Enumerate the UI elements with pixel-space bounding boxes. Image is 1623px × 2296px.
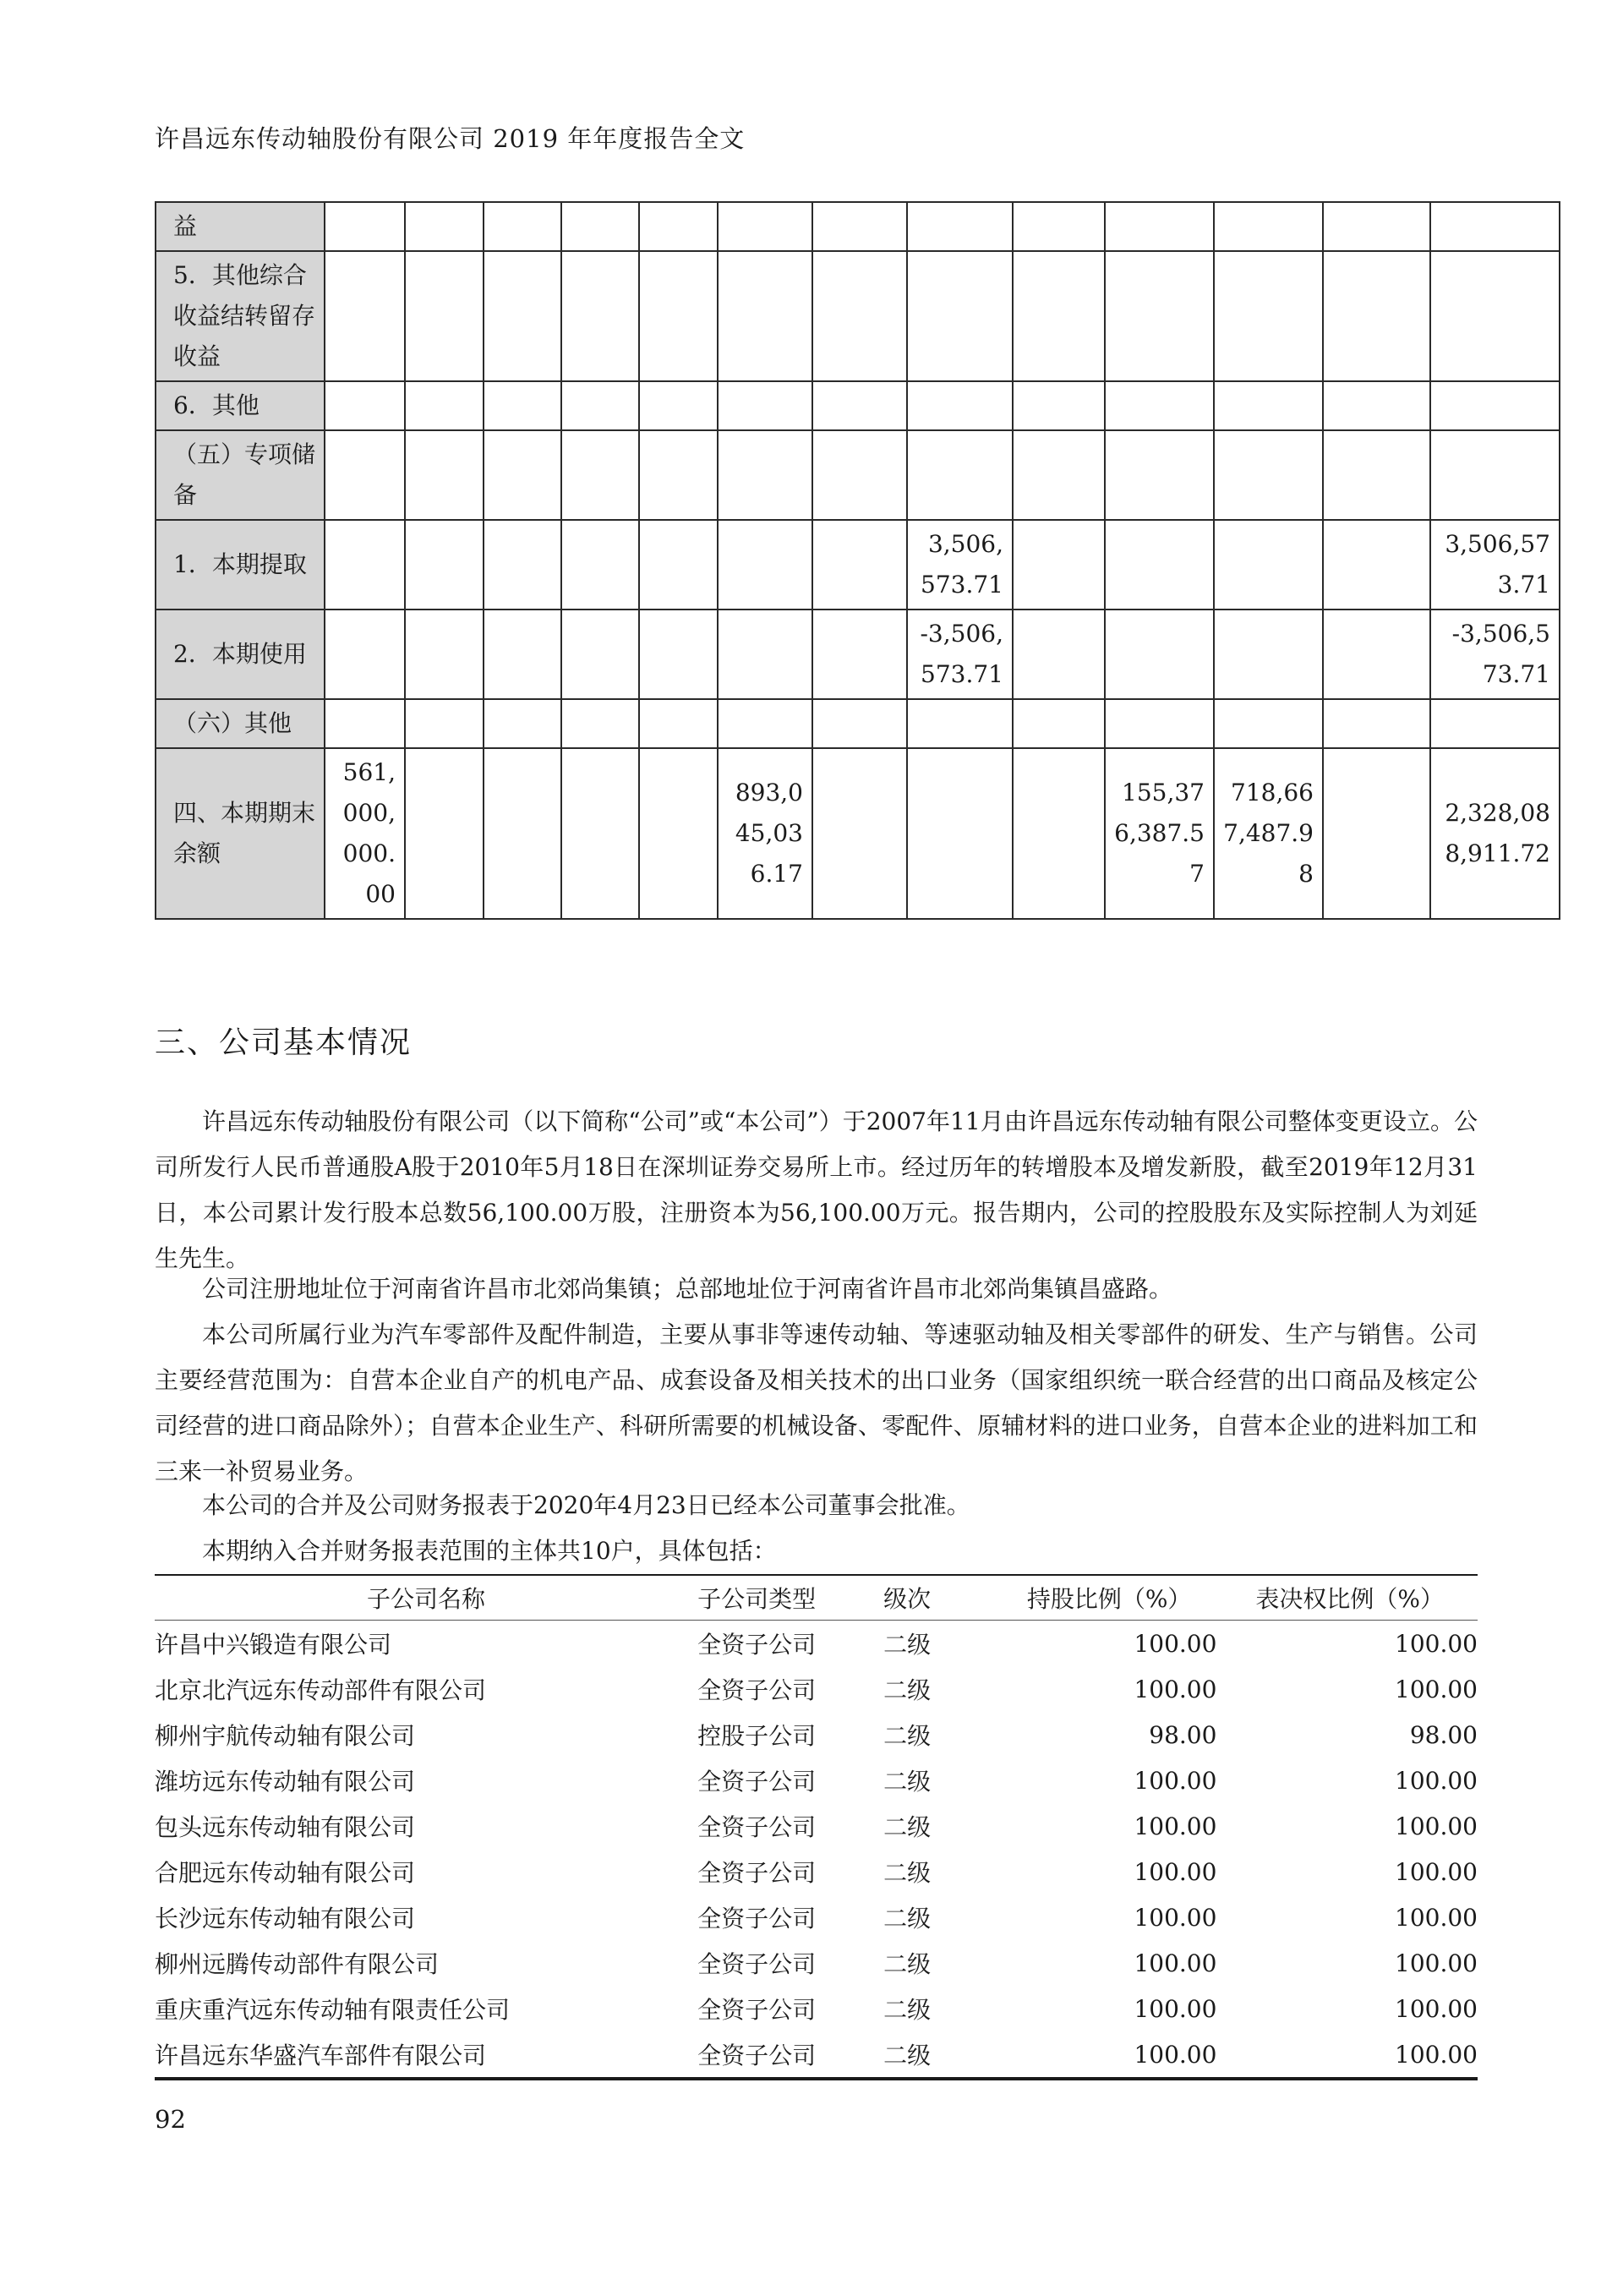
subsidiary-type: 全资子公司 (697, 1676, 817, 1704)
equity-cell (639, 430, 718, 520)
equity-cell (1013, 430, 1105, 520)
equity-cell (1105, 381, 1214, 430)
equity-cell (1013, 381, 1105, 430)
shareholding-ratio: 100.00 (1134, 1675, 1217, 1703)
equity-cell (1430, 430, 1560, 520)
row-label: 5．其他综合收益结转留存收益 (156, 251, 325, 381)
equity-cell: 155,376,387.57 (1105, 748, 1214, 919)
equity-cell (484, 202, 561, 251)
shareholding-ratio: 98.00 (1149, 1720, 1217, 1749)
equity-cell (1323, 251, 1430, 381)
equity-cell (718, 381, 812, 430)
subsidiary-row (155, 2031, 1478, 2079)
column-header-type: 子公司类型 (697, 1575, 858, 1621)
equity-cell: 718,667,487.98 (1214, 748, 1323, 919)
subsidiary-type: 全资子公司 (697, 1631, 817, 1659)
equity-row (156, 381, 1560, 430)
equity-cell (639, 610, 718, 699)
equity-cell (812, 430, 907, 520)
equity-cell (1105, 430, 1214, 520)
equity-cell (484, 520, 561, 610)
paragraph-scope: 本期纳入合并财务报表范围的主体共10户，具体包括： (202, 1537, 777, 1565)
equity-cell (484, 251, 561, 381)
shareholding-ratio: 100.00 (1134, 1766, 1217, 1795)
equity-cell (907, 699, 1013, 748)
subsidiary-name: 柳州远腾传动部件有限公司 (155, 1950, 440, 1978)
subsidiary-type: 全资子公司 (697, 1905, 817, 1932)
row-label: 1．本期提取 (156, 520, 325, 610)
voting-ratio: 100.00 (1395, 1994, 1478, 2023)
equity-cell (1013, 748, 1105, 919)
subsidiary-level: 二级 (883, 1631, 932, 1659)
equity-cell (1214, 610, 1323, 699)
equity-cell (1013, 202, 1105, 251)
equity-cell (1214, 430, 1323, 520)
equity-cell (1214, 520, 1323, 610)
row-label: 益 (156, 202, 325, 251)
equity-cell (405, 251, 484, 381)
equity-cell (907, 251, 1013, 381)
equity-row (156, 699, 1560, 748)
subsidiary-row (155, 1986, 1478, 2031)
subsidiary-level: 二级 (883, 1813, 932, 1841)
voting-ratio: 100.00 (1395, 1857, 1478, 1886)
equity-cell (1430, 381, 1560, 430)
equity-cell (405, 381, 484, 430)
subsidiary-row (155, 1894, 1478, 1940)
equity-cell (812, 748, 907, 919)
column-header-voting: 表决权比例（%） (1216, 1575, 1478, 1621)
equity-cell (484, 610, 561, 699)
voting-ratio: 100.00 (1395, 1675, 1478, 1703)
subsidiary-level: 二级 (883, 1950, 932, 1978)
equity-cell (1430, 202, 1560, 251)
row-label: （五）专项储备 (156, 430, 325, 520)
subsidiary-row (155, 1666, 1478, 1712)
shareholding-ratio: 100.00 (1134, 1812, 1217, 1840)
equity-row (156, 251, 1560, 381)
equity-cell (1105, 610, 1214, 699)
subsidiary-row (155, 1758, 1478, 1803)
equity-cell (1214, 251, 1323, 381)
equity-cell (639, 699, 718, 748)
equity-cell (639, 381, 718, 430)
subsidiary-name: 潍坊远东传动轴有限公司 (155, 1768, 416, 1796)
paragraph-address: 公司注册地址位于河南省许昌市北郊尚集镇；总部地址位于河南省许昌市北郊尚集镇昌盛路。 (202, 1275, 1173, 1303)
equity-cell (405, 748, 484, 919)
row-label: 2．本期使用 (156, 610, 325, 699)
equity-cell (405, 520, 484, 610)
subsidiary-row (155, 1849, 1478, 1894)
equity-cell (639, 748, 718, 919)
equity-cell (1323, 381, 1430, 430)
page-number: 92 (155, 2105, 186, 2134)
subsidiary-name: 重庆重汽远东传动轴有限责任公司 (155, 1996, 511, 2024)
column-header-shareholding: 持股比例（%） (981, 1575, 1217, 1621)
equity-cell (325, 251, 405, 381)
subsidiary-type: 全资子公司 (697, 1859, 817, 1887)
voting-ratio: 100.00 (1395, 1812, 1478, 1840)
equity-cell (1013, 699, 1105, 748)
equity-row (156, 520, 1560, 610)
equity-row (156, 610, 1560, 699)
equity-cell (812, 202, 907, 251)
equity-cell (1430, 251, 1560, 381)
equity-cell (812, 699, 907, 748)
equity-cell (1323, 699, 1430, 748)
equity-cell: 3,506,573.71 (1430, 520, 1560, 610)
equity-cell: -3,506,573.71 (1430, 610, 1560, 699)
subsidiary-header-row (155, 1575, 1478, 1621)
equity-cell (561, 202, 639, 251)
equity-cell (639, 520, 718, 610)
subsidiary-name: 合肥远东传动轴有限公司 (155, 1859, 416, 1887)
equity-cell (561, 699, 639, 748)
voting-ratio: 100.00 (1395, 1903, 1478, 1932)
equity-cell (1105, 520, 1214, 610)
equity-cell (1214, 699, 1323, 748)
section-title: 三、公司基本情况 (155, 1025, 413, 1060)
equity-cell (325, 430, 405, 520)
column-header-name: 子公司名称 (155, 1575, 697, 1621)
shareholding-ratio: 100.00 (1134, 1857, 1217, 1886)
subsidiary-level: 二级 (883, 1722, 932, 1750)
shareholding-ratio: 100.00 (1134, 1949, 1217, 1977)
equity-cell (561, 430, 639, 520)
shareholding-ratio: 100.00 (1134, 1994, 1217, 2023)
equity-cell (405, 610, 484, 699)
equity-cell (1013, 520, 1105, 610)
voting-ratio: 100.00 (1395, 2040, 1478, 2069)
equity-cell (561, 748, 639, 919)
equity-cell (1323, 610, 1430, 699)
equity-cell (718, 520, 812, 610)
equity-cell (1430, 699, 1560, 748)
equity-cell (561, 251, 639, 381)
equity-cell (325, 520, 405, 610)
equity-cell (718, 251, 812, 381)
equity-cell (405, 699, 484, 748)
subsidiary-level: 二级 (883, 1905, 932, 1932)
equity-cell (1105, 251, 1214, 381)
equity-row (156, 430, 1560, 520)
equity-cell (561, 610, 639, 699)
equity-cell (484, 430, 561, 520)
voting-ratio: 100.00 (1395, 1629, 1478, 1658)
equity-cell (484, 699, 561, 748)
equity-cell (325, 699, 405, 748)
equity-cell (718, 430, 812, 520)
subsidiary-level: 二级 (883, 1676, 932, 1704)
shareholding-ratio: 100.00 (1134, 2040, 1217, 2069)
subsidiary-type: 控股子公司 (697, 1722, 817, 1750)
equity-cell (1105, 202, 1214, 251)
equity-cell (639, 202, 718, 251)
equity-cell (325, 381, 405, 430)
subsidiary-name: 长沙远东传动轴有限公司 (155, 1905, 416, 1932)
subsidiary-table-body (155, 1621, 1478, 2080)
equity-cell (907, 748, 1013, 919)
row-label: （六）其他 (156, 699, 325, 748)
subsidiary-row (155, 1712, 1478, 1758)
equity-cell (325, 610, 405, 699)
equity-cell (1105, 699, 1214, 748)
equity-cell (907, 202, 1013, 251)
subsidiary-type: 全资子公司 (697, 1813, 817, 1841)
equity-cell (405, 202, 484, 251)
paragraph-business: 本公司所属行业为汽车零部件及配件制造，主要从事非等速传动轴、等速驱动轴及相关零部件的研发、生产与销售。公司主要经营范围为：自营本企业自产的机电产品、成套设备及相关技术的出口业务（国家组织统一联合经营的出口商品及核定公司经营的进口商品除外）；自营本企业生产、科研所需要的机械设备、零配件、原辅材料的进口业务，自营本企业的进料加工和三来一补贸易业务。 (155, 1320, 1478, 1485)
subsidiary-type: 全资子公司 (697, 2042, 817, 2069)
equity-cell: 893,045,036.17 (718, 748, 812, 919)
equity-cell (1323, 520, 1430, 610)
subsidiary-type: 全资子公司 (697, 1768, 817, 1796)
equity-cell (812, 251, 907, 381)
paragraph-intro: 许昌远东传动轴股份有限公司（以下简称“公司”或“本公司”）于2007年11月由许昌远东传动轴有限公司整体变更设立。公司所发行人民币普通股A股于2010年5月18日在深圳证券交易所上市。经过历年的转增股本及增发新股，截至2019年12月31日，本公司累计发行股本总数56,100.00万股，注册资本为56,100.00万元。报告期内，公司的控股股东及实际控制人为刘延生先生。 (155, 1107, 1478, 1272)
equity-cell (812, 520, 907, 610)
equity-cell (1323, 748, 1430, 919)
row-label: 四、本期期末余额 (156, 748, 325, 919)
equity-cell (325, 202, 405, 251)
equity-cell (718, 610, 812, 699)
subsidiary-level: 二级 (883, 1768, 932, 1796)
subsidiary-name: 包头远东传动轴有限公司 (155, 1813, 416, 1841)
equity-table-body (156, 202, 1560, 919)
report-header: 许昌远东传动轴股份有限公司 2019 年年度报告全文 (155, 124, 746, 153)
equity-cell (1214, 202, 1323, 251)
subsidiary-table-wrap (155, 1574, 1478, 2080)
equity-cell (639, 251, 718, 381)
subsidiary-type: 全资子公司 (697, 1996, 817, 2024)
equity-cell (1013, 610, 1105, 699)
equity-cell (561, 520, 639, 610)
equity-cell (561, 381, 639, 430)
subsidiary-level: 二级 (883, 1859, 932, 1887)
subsidiary-row (155, 1621, 1478, 1667)
subsidiary-level: 二级 (883, 1996, 932, 2024)
subsidiary-row (155, 1940, 1478, 1986)
voting-ratio: 100.00 (1395, 1766, 1478, 1795)
voting-ratio: 98.00 (1409, 1720, 1478, 1749)
equity-cell (1323, 202, 1430, 251)
equity-cell (718, 699, 812, 748)
subsidiary-name: 许昌中兴锻造有限公司 (155, 1631, 392, 1659)
row-label: 6．其他 (156, 381, 325, 430)
shareholding-ratio: 100.00 (1134, 1629, 1217, 1658)
equity-cell (484, 748, 561, 919)
equity-cell (812, 381, 907, 430)
equity-cell (718, 202, 812, 251)
subsidiary-name: 北京北汽远东传动部件有限公司 (155, 1676, 487, 1704)
equity-cell: 2,328,088,911.72 (1430, 748, 1560, 919)
equity-change-table (155, 201, 1560, 920)
equity-cell (1323, 430, 1430, 520)
equity-cell (1214, 381, 1323, 430)
subsidiary-name: 柳州宇航传动轴有限公司 (155, 1722, 416, 1750)
equity-cell (484, 381, 561, 430)
equity-cell: 3,506,573.71 (907, 520, 1013, 610)
subsidiary-row (155, 1803, 1478, 1849)
subsidiary-name: 许昌远东华盛汽车部件有限公司 (155, 2042, 487, 2069)
shareholding-ratio: 100.00 (1134, 1903, 1217, 1932)
subsidiary-type: 全资子公司 (697, 1950, 817, 1978)
voting-ratio: 100.00 (1395, 1949, 1478, 1977)
equity-row (156, 202, 1560, 251)
equity-cell: 561,000,000.00 (325, 748, 405, 919)
equity-cell (1013, 251, 1105, 381)
paragraph-approval: 本公司的合并及公司财务报表于2020年4月23日已经本公司董事会批准。 (202, 1491, 970, 1519)
equity-cell: -3,506,573.71 (907, 610, 1013, 699)
equity-row (156, 748, 1560, 919)
equity-cell (907, 430, 1013, 520)
column-header-level: 级次 (858, 1575, 981, 1621)
equity-cell (907, 381, 1013, 430)
equity-cell (812, 610, 907, 699)
subsidiary-table (155, 1574, 1478, 2080)
subsidiary-level: 二级 (883, 2042, 932, 2069)
equity-cell (405, 430, 484, 520)
